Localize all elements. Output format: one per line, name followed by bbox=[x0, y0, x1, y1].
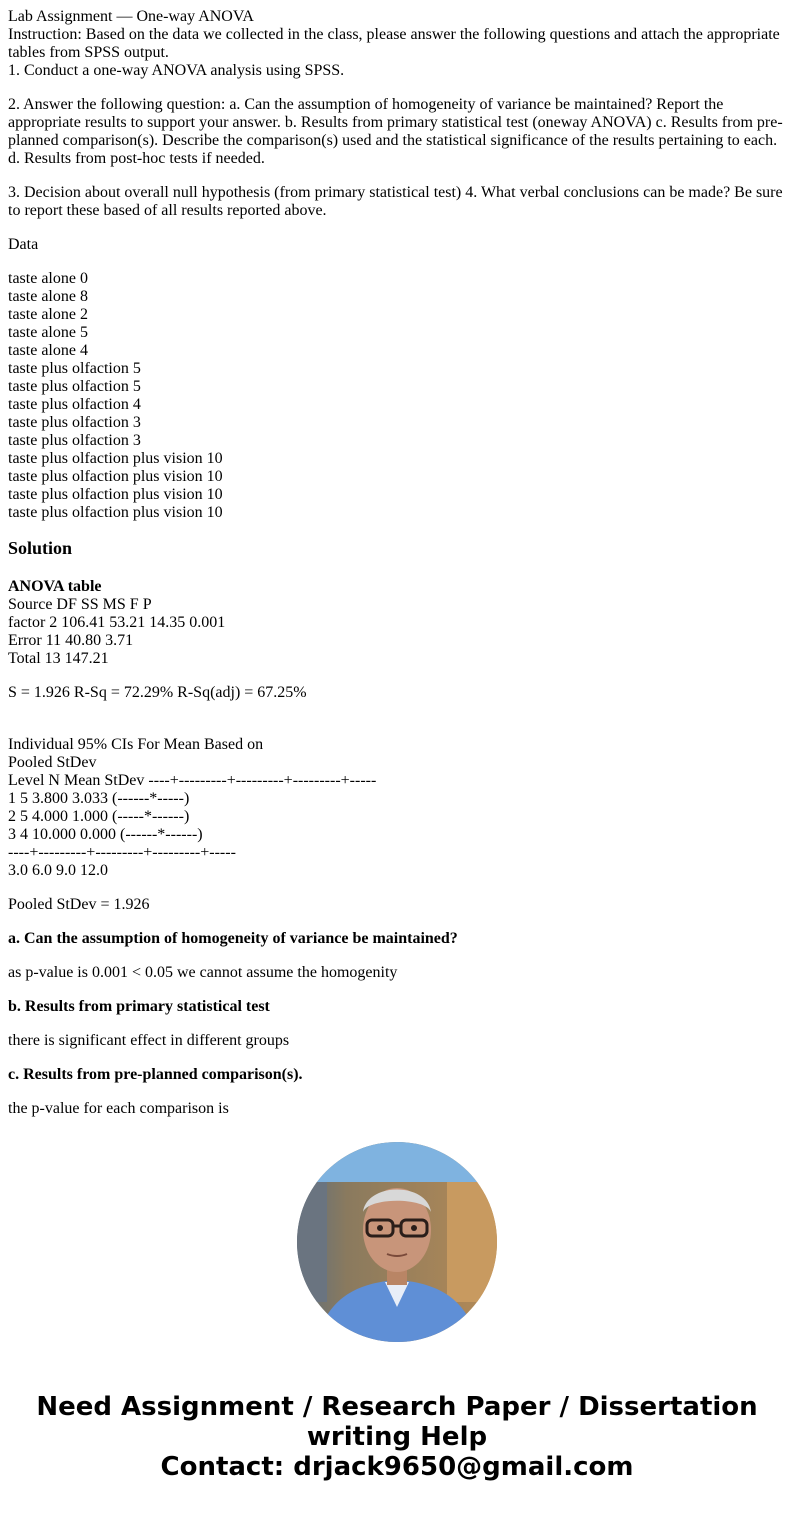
ci-block bbox=[8, 736, 786, 880]
ci-row: 3 4 10.000 0.000 (------*------) bbox=[8, 826, 203, 843]
data-row: taste alone 5 bbox=[8, 324, 88, 341]
pooled-stdev: Pooled StDev = 1.926 bbox=[8, 896, 150, 913]
anova-heading: ANOVA table bbox=[8, 578, 102, 595]
author-photo-container bbox=[8, 1142, 786, 1342]
anova-row: Source DF SS MS F P bbox=[8, 596, 152, 613]
ci-row: ----+---------+---------+---------+----- bbox=[8, 844, 236, 861]
question-b-answer: there is significant effect in different groups bbox=[8, 1032, 290, 1049]
fit-stats: S = 1.926 R-Sq = 72.29% R-Sq(adj) = 67.25% bbox=[8, 684, 307, 701]
anova-row: Total 13 147.21 bbox=[8, 650, 109, 667]
data-row: taste alone 2 bbox=[8, 306, 88, 323]
data-row: taste plus olfaction 5 bbox=[8, 378, 141, 395]
question-a-heading: a. Can the assumption of homogeneity of variance be maintained? bbox=[8, 930, 458, 947]
question-c-answer: the p-value for each comparison is bbox=[8, 1100, 229, 1117]
data-heading: Data bbox=[8, 236, 39, 253]
footer-line-2: writing Help bbox=[306, 1422, 488, 1452]
ci-row: 2 5 4.000 1.000 (-----*------) bbox=[8, 808, 190, 825]
data-row: taste plus olfaction plus vision 10 bbox=[8, 450, 223, 467]
question-b-heading: b. Results from primary statistical test bbox=[8, 998, 270, 1015]
footer-line-1: Need Assignment / Research Paper / Dissertation bbox=[36, 1392, 758, 1422]
author-photo bbox=[297, 1142, 497, 1342]
data-row: taste alone 4 bbox=[8, 342, 88, 359]
ci-row: 1 5 3.800 3.033 (------*-----) bbox=[8, 790, 190, 807]
contact-footer bbox=[8, 1392, 786, 1482]
data-row: taste plus olfaction plus vision 10 bbox=[8, 486, 223, 503]
solution-heading: Solution bbox=[8, 538, 73, 558]
question-1: 1. Conduct a one-way ANOVA analysis using SPSS. bbox=[8, 62, 345, 79]
data-row: taste plus olfaction 4 bbox=[8, 396, 141, 413]
data-row: taste plus olfaction plus vision 10 bbox=[8, 468, 223, 485]
data-list bbox=[8, 270, 786, 522]
question-3: 3. Decision about overall null hypothesis (from primary statistical test) 4. What verbal conclusions can be made? Be sure to report these based of all results reported above. bbox=[8, 184, 783, 219]
question-2: 2. Answer the following question: a. Can the assumption of homogeneity of variance be maintained? Report the appropriate results to support your answer. b. Results from primary statistical test (oneway ANOVA) c. Results from pre-planned comparison(s). Describe the comparison(s) used and the statistical significance of the results pertaining to each. d. Results from post-hoc tests if needed. bbox=[8, 96, 783, 167]
instruction-text: Instruction: Based on the data we collected in the class, please answer the following questions and attach the appropriate tables from SPSS output. bbox=[8, 26, 780, 61]
question-c-heading: c. Results from pre-planned comparison(s). bbox=[8, 1066, 303, 1083]
ci-row: Individual 95% CIs For Mean Based on bbox=[8, 736, 264, 753]
data-row: taste plus olfaction 3 bbox=[8, 432, 141, 449]
data-row: taste plus olfaction 3 bbox=[8, 414, 141, 431]
data-row: taste alone 8 bbox=[8, 288, 88, 305]
data-row: taste plus olfaction plus vision 10 bbox=[8, 504, 223, 521]
data-row: taste plus olfaction 5 bbox=[8, 360, 141, 377]
author-portrait-illustration bbox=[297, 1142, 497, 1342]
anova-row: factor 2 106.41 53.21 14.35 0.001 bbox=[8, 614, 226, 631]
ci-row: 3.0 6.0 9.0 12.0 bbox=[8, 862, 108, 879]
footer-contact-email[interactable]: Contact: drjack9650@gmail.com bbox=[160, 1452, 634, 1482]
question-a-answer: as p-value is 0.001 < 0.05 we cannot assume the homogenity bbox=[8, 964, 398, 981]
anova-row: Error 11 40.80 3.71 bbox=[8, 632, 134, 649]
anova-table bbox=[8, 578, 786, 668]
intro-block bbox=[8, 8, 786, 80]
ci-row: Pooled StDev bbox=[8, 754, 97, 771]
page-title: Lab Assignment — One-way ANOVA bbox=[8, 8, 254, 25]
ci-row: Level N Mean StDev ----+---------+---------+---------+----- bbox=[8, 772, 377, 789]
data-row: taste alone 0 bbox=[8, 270, 88, 287]
